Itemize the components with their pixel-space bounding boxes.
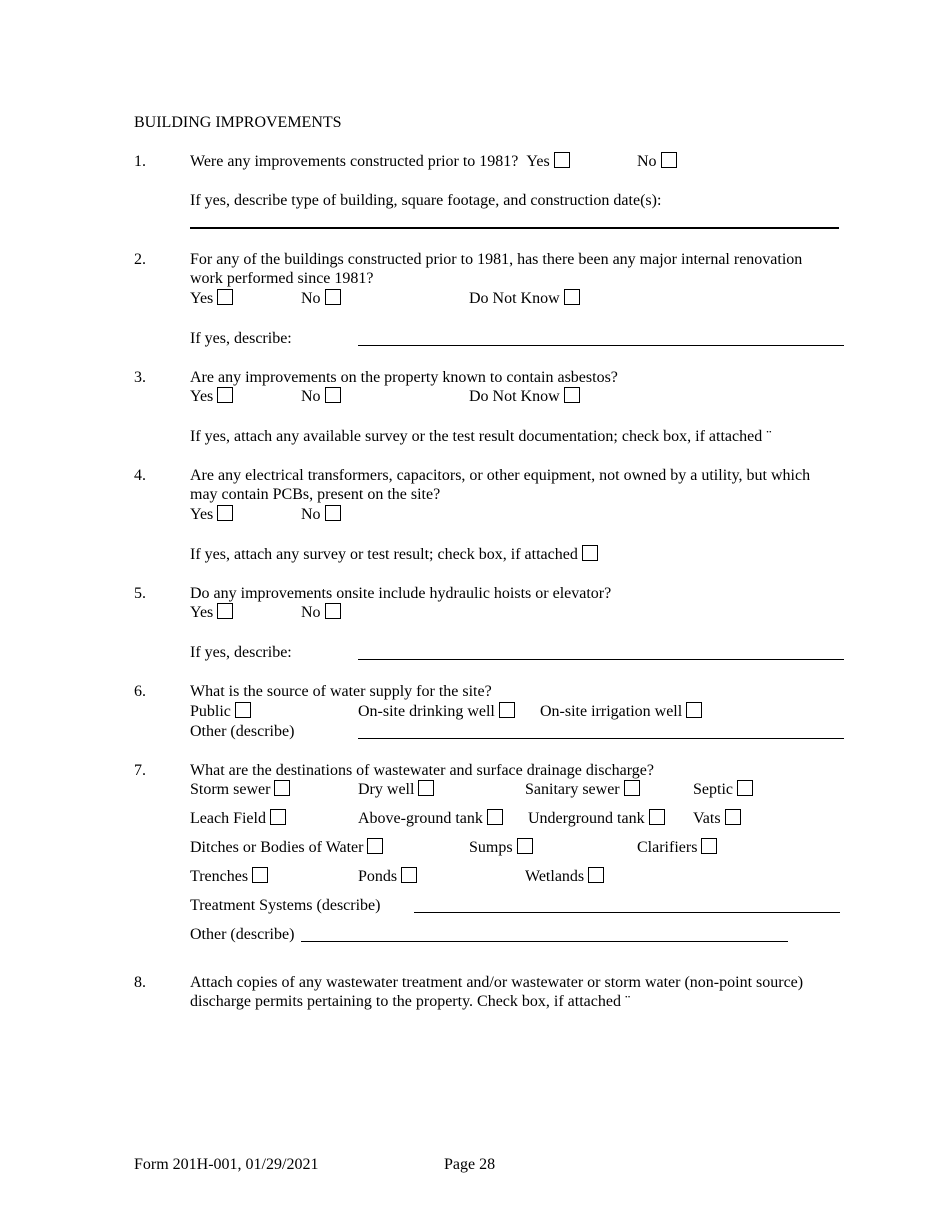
q4-yes-label: Yes xyxy=(190,506,214,523)
q7-sanitary-sewer-option xyxy=(525,780,640,799)
q1-prompt xyxy=(190,152,570,171)
q7-clarifiers-checkbox[interactable] xyxy=(701,838,717,854)
q7-storm-sewer-label: Storm sewer xyxy=(190,781,271,798)
q7-sanitary-sewer-label: Sanitary sewer xyxy=(525,781,620,798)
q4-prompt-line1: Are any electrical transformers, capacitors, or other equipment, not owned by a utility, but which xyxy=(190,467,811,484)
q2-dnk-checkbox[interactable] xyxy=(564,289,580,305)
q6-drinking-well-checkbox[interactable] xyxy=(499,702,515,718)
q5-number: 5. xyxy=(134,585,146,602)
q7-septic-option xyxy=(693,780,753,799)
q3-dnk-option xyxy=(469,387,580,406)
q6-drinking-well-option xyxy=(358,702,515,721)
q2-yes-label: Yes xyxy=(190,290,214,307)
q3-number: 3. xyxy=(134,369,146,386)
q1-no-option xyxy=(637,152,677,171)
q7-ditches-label: Ditches or Bodies of Water xyxy=(190,839,364,856)
q5-prompt: Do any improvements onsite include hydraulic hoists or elevator? xyxy=(190,585,612,602)
q2-answer-line[interactable] xyxy=(358,345,844,346)
q6-other-label: Other (describe) xyxy=(190,723,295,740)
q2-yes-checkbox[interactable] xyxy=(217,289,233,305)
q2-no-label: No xyxy=(301,290,321,307)
footer-page-number: Page 28 xyxy=(444,1156,496,1173)
footer-form-id: Form 201H-001, 01/29/2021 xyxy=(134,1156,319,1173)
q4-prompt-line2: may contain PCBs, present on the site? xyxy=(190,486,441,503)
q1-no-label: No xyxy=(637,153,657,170)
q7-dry-well-checkbox[interactable] xyxy=(418,780,434,796)
q7-sanitary-sewer-checkbox[interactable] xyxy=(624,780,640,796)
q3-followup: If yes, attach any available survey or the test result documentation; check box, if attached ¨ xyxy=(190,428,772,445)
q7-trenches-label: Trenches xyxy=(190,868,249,885)
q5-yes-label: Yes xyxy=(190,604,214,621)
q7-vats-option xyxy=(693,809,741,828)
q7-vats-label: Vats xyxy=(693,810,721,827)
q4-no-label: No xyxy=(301,506,321,523)
q7-number: 7. xyxy=(134,762,146,779)
q7-trenches-checkbox[interactable] xyxy=(252,867,268,883)
q2-prompt-line2: work performed since 1981? xyxy=(190,270,374,287)
q4-no-checkbox[interactable] xyxy=(325,505,341,521)
q7-storm-sewer-option xyxy=(190,780,290,799)
q7-septic-checkbox[interactable] xyxy=(737,780,753,796)
q8-prompt-line2: discharge permits pertaining to the property. Check box, if attached ¨ xyxy=(190,993,631,1010)
q4-followup: If yes, attach any survey or test result; check box, if attached xyxy=(190,546,578,563)
q7-prompt: What are the destinations of wastewater and surface drainage discharge? xyxy=(190,762,654,779)
section-title: BUILDING IMPROVEMENTS xyxy=(134,114,342,131)
q5-yes-option xyxy=(190,603,233,622)
q4-yes-checkbox[interactable] xyxy=(217,505,233,521)
q7-wetlands-option xyxy=(525,867,604,886)
q3-dnk-label: Do Not Know xyxy=(469,388,560,405)
q2-dnk-option xyxy=(469,289,580,308)
q5-followup: If yes, describe: xyxy=(190,644,292,661)
q5-answer-line[interactable] xyxy=(358,659,844,660)
q1-prompt-text: Were any improvements constructed prior to 1981? xyxy=(190,153,519,170)
q1-followup: If yes, describe type of building, square footage, and construction date(s): xyxy=(190,192,662,209)
q7-dry-well-label: Dry well xyxy=(358,781,415,798)
q4-followup-row xyxy=(190,545,598,564)
q7-clarifiers-label: Clarifiers xyxy=(637,839,698,856)
q6-irrigation-well-label: On-site irrigation well xyxy=(540,703,683,720)
q7-ponds-option xyxy=(358,867,417,886)
q6-number: 6. xyxy=(134,683,146,700)
q6-public-checkbox[interactable] xyxy=(235,702,251,718)
q7-leach-field-checkbox[interactable] xyxy=(270,809,286,825)
q7-above-ground-tank-checkbox[interactable] xyxy=(487,809,503,825)
q1-yes-label: Yes xyxy=(526,153,550,170)
q7-underground-tank-label: Underground tank xyxy=(528,810,645,827)
q7-other-line[interactable] xyxy=(301,941,788,942)
q6-public-label: Public xyxy=(190,703,231,720)
q7-above-ground-tank-option xyxy=(358,809,503,828)
q6-irrigation-well-option xyxy=(540,702,702,721)
q2-no-option xyxy=(301,289,341,308)
q2-followup: If yes, describe: xyxy=(190,330,292,347)
q7-wetlands-checkbox[interactable] xyxy=(588,867,604,883)
q7-vats-checkbox[interactable] xyxy=(725,809,741,825)
q5-no-option xyxy=(301,603,341,622)
q5-no-label: No xyxy=(301,604,321,621)
q2-no-checkbox[interactable] xyxy=(325,289,341,305)
q7-ponds-label: Ponds xyxy=(358,868,398,885)
q3-yes-label: Yes xyxy=(190,388,214,405)
q4-attached-checkbox[interactable] xyxy=(582,545,598,561)
q1-no-checkbox[interactable] xyxy=(661,152,677,168)
q7-above-ground-tank-label: Above-ground tank xyxy=(358,810,483,827)
q7-trenches-option xyxy=(190,867,268,886)
q2-yes-option xyxy=(190,289,233,308)
q7-sumps-label: Sumps xyxy=(469,839,513,856)
q4-yes-option xyxy=(190,505,233,524)
q7-underground-tank-checkbox[interactable] xyxy=(649,809,665,825)
q7-clarifiers-option xyxy=(637,838,717,857)
q7-sumps-option xyxy=(469,838,533,857)
q5-yes-checkbox[interactable] xyxy=(217,603,233,619)
q7-dry-well-option xyxy=(358,780,434,799)
q7-treatment-label: Treatment Systems (describe) xyxy=(190,897,381,914)
q2-number: 2. xyxy=(134,251,146,268)
q6-drinking-well-label: On-site drinking well xyxy=(358,703,495,720)
q6-other-line[interactable] xyxy=(358,738,844,739)
q5-no-checkbox[interactable] xyxy=(325,603,341,619)
q6-irrigation-well-checkbox[interactable] xyxy=(686,702,702,718)
q3-yes-checkbox[interactable] xyxy=(217,387,233,403)
q7-ditches-checkbox[interactable] xyxy=(367,838,383,854)
q1-yes-checkbox[interactable] xyxy=(554,152,570,168)
q1-number: 1. xyxy=(134,153,146,170)
q7-storm-sewer-checkbox[interactable] xyxy=(274,780,290,796)
q2-dnk-label: Do Not Know xyxy=(469,290,560,307)
q6-public-option xyxy=(190,702,251,721)
q7-wetlands-label: Wetlands xyxy=(525,868,585,885)
q7-other-label: Other (describe) xyxy=(190,926,295,943)
q3-no-option xyxy=(301,387,341,406)
q8-number: 8. xyxy=(134,974,146,991)
q4-number: 4. xyxy=(134,467,146,484)
q3-yes-option xyxy=(190,387,233,406)
q7-sumps-checkbox[interactable] xyxy=(517,838,533,854)
q7-treatment-line[interactable] xyxy=(414,912,840,913)
q7-underground-tank-option xyxy=(528,809,665,828)
q8-prompt-line1: Attach copies of any wastewater treatment and/or wastewater or storm water (non-point source) xyxy=(190,974,804,991)
q7-septic-label: Septic xyxy=(693,781,733,798)
q3-no-checkbox[interactable] xyxy=(325,387,341,403)
q7-ponds-checkbox[interactable] xyxy=(401,867,417,883)
q3-prompt: Are any improvements on the property known to contain asbestos? xyxy=(190,369,618,386)
q6-prompt: What is the source of water supply for the site? xyxy=(190,683,492,700)
q4-no-option xyxy=(301,505,341,524)
q2-prompt-line1: For any of the buildings constructed prior to 1981, has there been any major internal renovation xyxy=(190,251,803,268)
q7-ditches-option xyxy=(190,838,383,857)
q1-answer-line[interactable] xyxy=(190,227,839,229)
q7-leach-field-label: Leach Field xyxy=(190,810,266,827)
q3-dnk-checkbox[interactable] xyxy=(564,387,580,403)
q7-leach-field-option xyxy=(190,809,286,828)
q3-no-label: No xyxy=(301,388,321,405)
